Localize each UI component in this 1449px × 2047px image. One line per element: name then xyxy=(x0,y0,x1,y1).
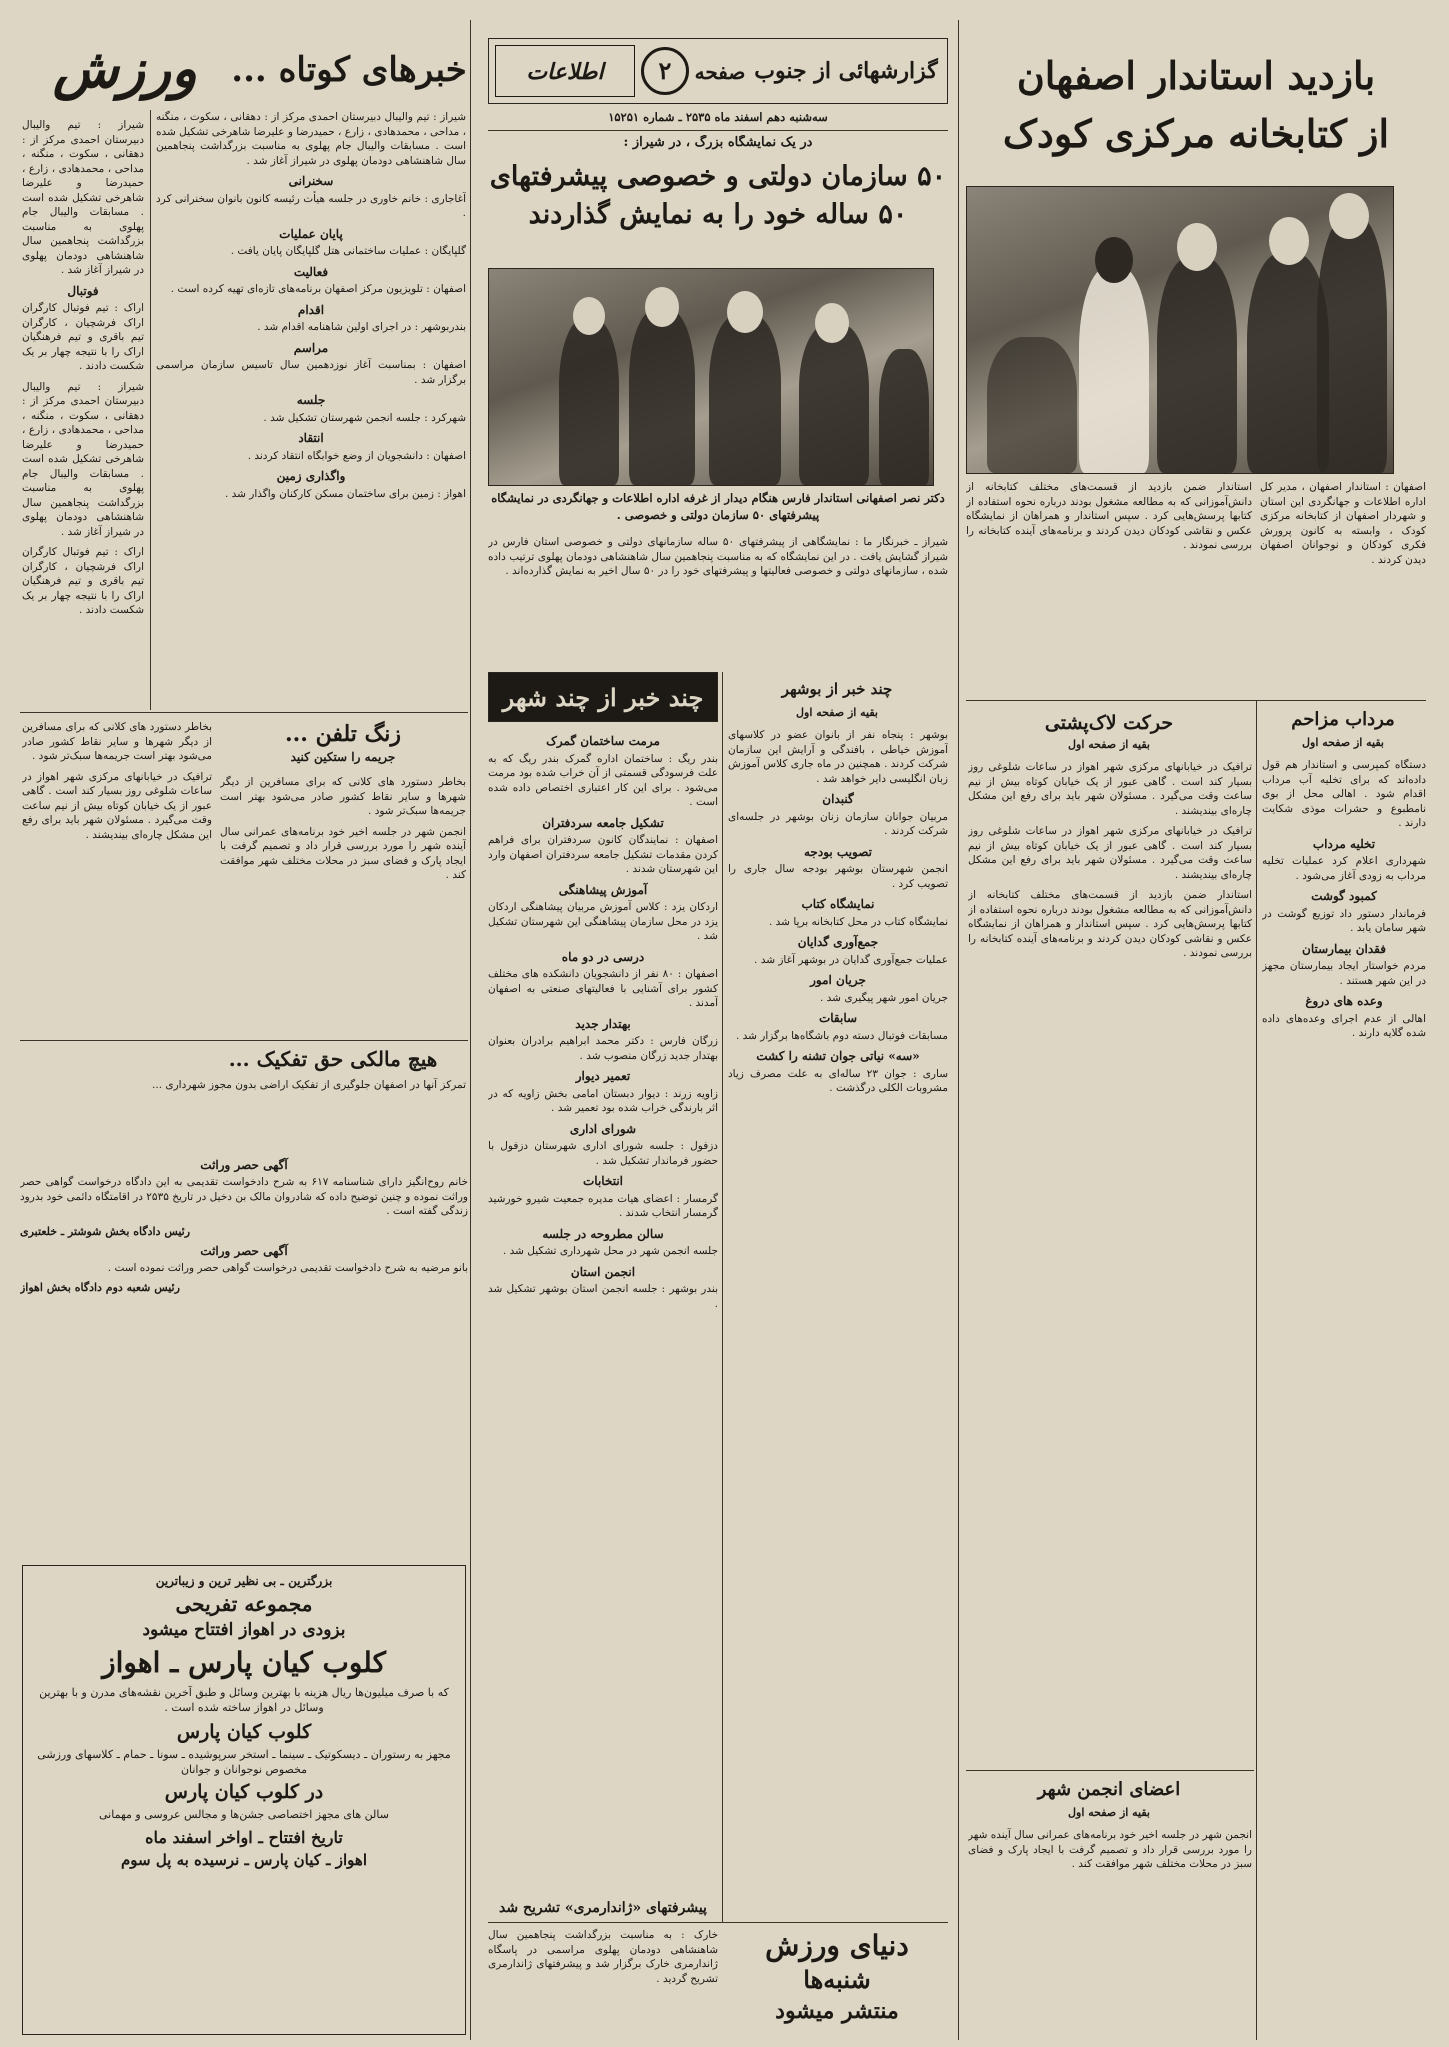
misc-sub-9: سالن مطروحه در جلسه xyxy=(542,1226,664,1241)
phone-column xyxy=(220,775,466,1035)
ownership-body xyxy=(22,1078,466,1148)
ad-description: که با صرف میلیون‌ها ریال هزینه با بهترین وسائل و طبق آخرین نقشه‌های مدرن و با بهترین وسائل در اهواز ساخته شده است . xyxy=(39,1686,449,1714)
lalehposhti-column xyxy=(968,760,1252,1760)
governor-body xyxy=(966,480,1252,710)
misc-text-1: آغاجاری : خانم خاوری در جلسه هیأت رئیسه کانون بانوان سخنرانی کرد . xyxy=(156,192,466,219)
phone-column-left xyxy=(22,720,212,1040)
ad-services: مجهز به رستوران ـ دیسکوتیک ـ سینما ـ استخر سرپوشیده ـ سونا ـ حمام ـ کلاسهای ورزشی مخصوص نوجوانان و جوانان xyxy=(37,1748,451,1776)
newspaper-logo: اطلاعات xyxy=(495,45,635,97)
city-text-4: اصفهان : ۸۰ نفر از دانشجویان دانشکده های مختلف کشور برای آشنایی با فعالیتهای صنعتی به اصفهان آمدند . xyxy=(488,968,718,1009)
phone-title: زنگ تلفن ... xyxy=(284,721,401,747)
city-sub-6: تعمیر دیوار xyxy=(575,1069,631,1083)
bushehr-title: چند خبر از بوشهر xyxy=(781,680,893,698)
whirlpool-text-4: اهالی از عدم اجرای وعده‌های داده شده گلایه دارند . xyxy=(1262,1012,1426,1039)
city-sub-5: بهتدار جدید xyxy=(575,1016,631,1031)
council-column xyxy=(968,1828,1252,2038)
governor-body-text: استاندار ضمن بازدید از قسمت‌های مختلف کتابخانه از دانش‌آموزانی که به مطالعه مشغول بودند درباره نحوه استفاده از کتابها پرسش‌هایی کرد . سپس استاندار و همراهان از نمایشگاه عکس و نقاشی کودکان دیدن کردند و برنامه‌های آینده کتابخانه را بررسی نمودند . xyxy=(966,481,1252,551)
notice-court-1: رئیس دادگاه بخش شوشتر ـ خلعتبری xyxy=(20,1224,191,1238)
sports-football-text: اراک : تیم فوتبال کارگران اراک فرشچیان ، کارگران تیم باقری و تیم فرهنگیان اراک را با نتیجه چهار بر یک شکست دادند . xyxy=(22,302,144,372)
bushehr-sub-1: گنبدان xyxy=(822,792,854,806)
ad-club-title-2: در کلوب کیان پارس xyxy=(164,1781,324,1803)
whirlpool-sub-2: کمبود گوشت xyxy=(1311,889,1377,903)
city-sub-1: مرمت ساختمان گمرک xyxy=(546,734,660,748)
bushehr-sub-2: تصویب بودجه xyxy=(804,844,872,859)
misc-text-12: عملیات جمع‌آوری گدایان در بوشهر آغاز شد . xyxy=(754,953,948,966)
misc-sub-4: اقدام xyxy=(297,302,325,317)
misc-text-6: شهرکرد : جلسه انجمن شهرستان تشکیل شد . xyxy=(263,411,466,424)
section-rule xyxy=(20,1040,468,1041)
column-rule xyxy=(150,110,151,710)
ownership-title: هیچ مالکی حق تفکیک ... xyxy=(228,1047,438,1071)
page-number: ۲ xyxy=(641,47,689,95)
notices-box xyxy=(20,1152,468,1402)
sports-logo: ورزش xyxy=(52,36,198,100)
column-rule xyxy=(1256,700,1257,2040)
council-title: اعضای انجمن شهر xyxy=(1037,1779,1181,1800)
ad-line-2: مجموعه تفریحی xyxy=(175,1592,313,1616)
misc-text-10: بندر بوشهر : جلسه انجمن استان بوشهر تشکیل شد . xyxy=(488,1283,718,1310)
governor-headline-2: از کتابخانه مرکزی کودک xyxy=(1002,111,1390,156)
lalehposhti-body-2: ترافیک در خیابانهای مرکزی شهر اهواز در ساعات شلوغی روز بسیار کند است . گاهی عبور از یک خیابان کوتاه بیش از نیم ساعت وقت می‌گیرد . مسئولان شهر باید برای رفع این مشکل چاره‌ای بیندیشند . xyxy=(968,825,1252,881)
misc-text-3: اصفهان : تلویزیون مرکز اصفهان برنامه‌های تازه‌ای تهیه کرده است . xyxy=(170,283,466,295)
misc-sub-13: جریان امور xyxy=(810,973,866,987)
sports-football-cont: اراک : تیم فوتبال کارگران اراک فرشچیان ، کارگران تیم باقری و تیم فرهنگیان اراک را با نتیجه چهار بر یک شکست دادند . xyxy=(22,546,144,616)
misc-sub-10: انجمن استان xyxy=(570,1264,636,1279)
exhibition-photo xyxy=(488,268,934,486)
bushehr-continued: بقیه از صفحه اول xyxy=(796,706,878,719)
gendarmerie-text: خارک : به مناسبت بزرگداشت پنجاهمین سال شاهنشاهی دودمان پهلوی مراسمی در پاسگاه ژاندارمری خارک برگزار شد و پیشرفتهای ژاندارمری تشریح گردید . xyxy=(488,1929,718,1985)
misc-sub-5: مراسم xyxy=(293,340,329,355)
bushehr-column xyxy=(728,728,948,1928)
city-news-column xyxy=(488,728,718,1918)
misc-sub-7: انتقاد xyxy=(298,431,324,445)
city-text-6: زاویه زرند : دیوار دبستان امامی بخش زاویه که در اثر بارندگی خراب شده بود تعمیر شد . xyxy=(488,1087,718,1114)
city-text-7: دزفول : جلسه شورای اداری شهرستان دزفول با حضور فرماندار تشکیل شد . xyxy=(488,1140,718,1167)
ad-address: اهواز ـ کیان پارس ـ نرسیده به پل سوم xyxy=(121,1851,367,1869)
phone-subtitle: جریمه را ستکین کنید xyxy=(290,750,396,764)
column-rule xyxy=(470,20,471,2040)
city-news-title: چند خبر از چند شهر xyxy=(488,672,718,722)
city-text-2: اصفهان : نمایندگان کانون سردفتران برای فراهم کردن مقدمات تشکیل جامعه سردفتران اصفهان وارد این شهرستان شدند . xyxy=(488,834,718,875)
column-rule xyxy=(722,672,723,1922)
phone-body-left-2: ترافیک در خیابانهای مرکزی شهر اهواز در ساعات شلوغی روز بسیار کند است . گاهی عبور از یک خیابان کوتاه بیش از نیم ساعت وقت می‌گیرد . مسئولان شهر باید برای رفع این مشکل چاره‌ای بیندیشند . xyxy=(22,770,212,841)
date-line: سه‌شنبه دهم اسفند ماه ۲۵۳۵ ـ شماره ۱۵۲۵۱ xyxy=(608,110,828,124)
whirlpool-text-1: شهرداری اعلام کرد عملیات تخلیه مرداب به زودی آغاز می‌شود . xyxy=(1262,855,1426,882)
exhibition-body xyxy=(488,535,948,645)
lalehposhti-body-3: استاندار ضمن بازدید از قسمت‌های مختلف کتابخانه از دانش‌آموزانی که به مطالعه مشغول بودند درباره نحوه استفاده از کتابها پرسش‌هایی کرد . سپس استاندار و همراهان از نمایشگاه عکس و نقاشی کودکان دیدن کردند و برنامه‌های آینده کتابخانه را بررسی نمودند . xyxy=(968,889,1252,959)
lalehposhti-continued: بقیه از صفحه اول xyxy=(1068,738,1150,751)
city-text-1: بندر ریگ : ساختمان اداره گمرک بندر ریگ که به علت فرسودگی قسمتی از آن خراب شده بود مرمت می‌شود . برای این کار اعتباری اختصاص داده شده است . xyxy=(488,752,718,808)
notice-heading-1: آگهی حصر وراثت xyxy=(200,1158,288,1172)
ad-brand: کلوب کیان پارس ـ اهواز xyxy=(102,1646,386,1679)
sports-world-promo xyxy=(726,1928,948,2038)
youth-body: ساری : جوان ۲۳ ساله‌ای به علت مصرف زیاد مشروبات الکلی درگذشت . xyxy=(728,1067,948,1094)
gendarmerie-title: پیشرفتهای «ژاندارمری» تشریح شد xyxy=(499,1900,707,1916)
whirlpool-sub-4: وعده های دروغ xyxy=(1305,994,1383,1008)
city-text-3: اردکان یزد : کلاس آموزش مربیان پیشاهنگی اردکان یزد در محل سازمان پیشاهنگی این شهرستان تشکیل شد . xyxy=(488,901,718,942)
whirlpool-column xyxy=(1262,758,1426,2028)
sports-world-line-2: شنبه‌ها xyxy=(803,1965,871,1994)
kian-pars-ad xyxy=(22,1565,466,2035)
lalehposhti-title: حرکت لاک‌پشتی xyxy=(1044,712,1174,734)
section-title: گزارشهائی از جنوب xyxy=(754,58,938,84)
misc-sub-12: جمع‌آوری گدایان xyxy=(797,935,879,949)
sports-body: شیراز : تیم والیبال دبیرستان احمدی مرکز از : دهقانی ، سکوت ، منگنه ، مداحی ، محمدهادی ، زارع ، حمیدرضا و علیرضا شاهرخی تشکیل شده است . مسابقات والیبال جام پهلوی به مناسبت بزرگداشت پنجاهمین سال شاهنشاهی دودمان پهلوی در شیراز آغاز شد . xyxy=(22,119,144,276)
ad-opening: تاریخ افتتاح ـ اواخر اسفند ماه xyxy=(145,1828,343,1847)
city-sub-2: تشکیل جامعه سردفتران xyxy=(542,815,664,830)
sports-column-1 xyxy=(22,118,144,708)
sports-world-line-1: دنیای ورزش xyxy=(765,1929,909,1962)
bushehr-text-2: انجمن شهرستان بوشهر بودجه سال جاری را تصویب کرد . xyxy=(728,863,948,890)
short-news-title: خبرهای کوتاه ... xyxy=(231,50,467,90)
exhibition-headline-1: ۵۰ سازمان دولتی و خصوصی پیشرفتهای xyxy=(489,161,947,192)
ad-services-2: سالن های مجهز اختصاصی جشن‌ها و مجالس عروسی و مهمانی xyxy=(99,1808,389,1821)
misc-sub-8: واگذاری زمین xyxy=(276,469,346,483)
section-rule xyxy=(488,130,948,131)
misc-news-column xyxy=(156,110,466,710)
lalehposhti-body: ترافیک در خیابانهای مرکزی شهر اهواز در ساعات شلوغی روز بسیار کند است . گاهی عبور از یک خیابان کوتاه بیش از نیم ساعت وقت می‌گیرد . مسئولان شهر باید برای رفع این مشکل چاره‌ای بیندیشند . xyxy=(968,761,1252,817)
misc-text-7: اصفهان : دانشجویان از وضع خوابگاه انتقاد کردند . xyxy=(247,449,466,462)
misc-sub-11: نمایشگاه کتاب xyxy=(801,897,875,911)
phone-body-left: بخاطر دستورد های کلانی که برای مسافرین از دیگر شهرها و سایر نقاط کشور صادر می‌شود بهتر است جریمه‌ها سبک‌تر شود . xyxy=(22,721,212,762)
whirlpool-sub-3: فقدان بیمارستان xyxy=(1302,941,1386,956)
exhibition-body-text: شیراز ـ خبرنگار ما : نمایشگاهی از پیشرفتهای ۵۰ ساله سازمانهای دولتی و خصوصی استان فارس در شیراز گشایش یافت . در این نمایشگاه که به مناسبت پنجاهمین سال شاهنشاهی دودمان پهلوی ترتیب داده شده ، سازمانهای دولتی و خصوصی فعالیتها و پیشرفتهای خود را در ۵۰ سال اخیر به نمایش گذارده‌اند . xyxy=(488,536,948,577)
bushehr-text-1: مربیان جوانان سازمان زنان بوشهر در جلسه‌ای شرکت کردند . xyxy=(728,810,948,837)
phone-body: بخاطر دستورد های کلانی که برای مسافرین از دیگر شهرها و سایر نقاط کشور صادر می‌شود بهتر است جریمه‌ها سبک‌تر شود . xyxy=(220,776,466,817)
city-sub-3: آموزش پیشاهنگی xyxy=(558,882,648,897)
misc-text-4: بندربوشهر : در اجرای اولین شاهنامه اقدام شد . xyxy=(257,321,466,333)
governor-caption xyxy=(1260,480,1426,710)
city-text-5: زرگان فارس : دکتر محمد ابراهیم برادران بعنوان بهتدار جدید زرگان منصوب شد . xyxy=(488,1035,718,1062)
youth-title: «سه» نیاتی جوان تشنه را کشت xyxy=(756,1049,920,1063)
misc-sub-1: سخنرانی xyxy=(288,174,334,188)
council-continued: بقیه از صفحه اول xyxy=(1068,1806,1150,1819)
sports-world-line-3: منتشر میشود xyxy=(775,1998,899,2024)
misc-sub-14: سابقات xyxy=(818,1011,858,1025)
whirlpool-continued: بقیه از صفحه اول xyxy=(1302,736,1384,749)
section-rule xyxy=(966,1770,1254,1771)
city-sub-7: شورای اداری xyxy=(569,1121,637,1136)
ad-line-3: بزودی در اهواز افتتاح میشود xyxy=(142,1620,346,1640)
whirlpool-sub-1: تخلیه مرداب xyxy=(1312,836,1376,851)
sports-body-cont: شیراز : تیم والیبال دبیرستان احمدی مرکز از : دهقانی ، سکوت ، منگنه ، مداحی ، محمدهادی ، زارع ، حمیدرضا و علیرضا شاهرخی تشکیل شده است . مسابقات والیبال جام پهلوی به مناسبت بزرگداشت پنجاهمین سال شاهنشاهی دودمان پهلوی در شیراز آغاز شد . xyxy=(22,380,144,538)
whirlpool-body: دستگاه کمپرسی و استاندار هم قول داده‌اند که برای تخلیه آب مرداب اقدام شود . اهالی محل از بوی نامطبوع و حشرات موذی شکایت دارند . xyxy=(1262,759,1426,829)
governor-caption-text: اصفهان : استاندار اصفهان ، مدیر کل اداره اطلاعات و جهانگردی این استان و شهردار اصفهان از کتابخانه مرکزی کودک ، وابسته به کانون پرورش فکری کودکان و نوجوانان اصفهان دیدن کردند . xyxy=(1260,481,1426,566)
misc-text-8: اهواز : زمین برای ساختمان مسکن کارکنان واگذار شد . xyxy=(224,487,466,500)
masthead xyxy=(488,38,948,104)
exhibition-kicker: در یک نمایشگاه بزرگ ، در شیراز : xyxy=(623,135,813,150)
notice-court-2: رئیس شعبه دوم دادگاه بخش اهواز xyxy=(20,1281,180,1294)
misc-sub-6: جلسه xyxy=(296,393,326,407)
gendarmerie-body xyxy=(488,1928,718,2038)
misc-lead: شیراز : تیم والیبال دبیرستان احمدی مرکز از : دهقانی ، سکوت ، منگنه ، مداحی ، محمدهادی ، زارع ، حمیدرضا و علیرضا شاهرخی تشکیل شده است . مسابقات والیبال جام پهلوی به مناسبت بزرگداشت پنجاهمین سال شاهنشاهی دودمان پهلوی در شیراز آغاز شد . xyxy=(156,111,466,167)
section-rule xyxy=(20,712,468,713)
section-rule xyxy=(966,700,1426,701)
council-body: انجمن شهر در جلسه اخیر خود برنامه‌های عمرانی سال آینده شهر را مورد بررسی قرار داد و تصمیم گرفت با ایجاد پارک و فضای سبز در محلات مختلف شهر موافقت کند . xyxy=(968,1829,1252,1870)
misc-text-2: گلپایگان : عملیات ساختمانی هتل گلپایگان پایان یافت . xyxy=(230,245,466,257)
notice-heading-2: آگهی حصر وراثت xyxy=(200,1243,288,1258)
column-rule xyxy=(958,20,959,2040)
governor-photo xyxy=(966,186,1394,474)
whirlpool-title: مرداب مزاحم xyxy=(1291,709,1395,730)
whirlpool-text-3: مردم خواستار ایجاد بیمارستان مجهز در این شهر هستند . xyxy=(1262,960,1426,987)
city-sub-4: درسی در دو ماه xyxy=(561,949,645,964)
ad-line-1: بزرگترین ـ بی نظیر ترین و زیباترین xyxy=(155,1574,333,1588)
misc-text-13: جریان امور شهر پیگیری شد . xyxy=(820,991,948,1004)
misc-sub-3: فعالیت xyxy=(293,264,329,279)
sports-subhead-football: فوتبال xyxy=(67,283,99,298)
bushehr-body: بوشهر : پنجاه نفر از بانوان عضو در کلاسهای آموزش خیاطی ، بافندگی و آرایش این سازمان شرکت کردند . همچنین در ماه جاری کلاس آموزش زبان انگلیسی دایر خواهد شد . xyxy=(728,729,948,785)
city-text-8: گرمسار : اعضای هیات مدیره جمعیت شیرو خورشید گرمسار انتخاب شدند . xyxy=(488,1192,718,1219)
exhibition-caption: دکتر نصر اصفهانی استاندار فارس هنگام دیدار از غرفه اداره اطلاعات و جهانگردی در نمایشگاه پیشرفتهای ۵۰ سازمان دولتی و خصوصی . xyxy=(491,491,945,522)
misc-text-11: نمایشگاه کتاب در محل کتابخانه برپا شد . xyxy=(769,915,948,928)
misc-text-14: مسابقات فوتبال دسته دوم باشگاه‌ها برگزار شد . xyxy=(735,1029,948,1042)
page-label: صفحه xyxy=(694,60,746,84)
ownership-text: تمرکز آنها در اصفهان جلوگیری از تفکیک اراضی بدون مجوز شهرداری ... xyxy=(152,1079,466,1091)
misc-text-5: اصفهان : بمناسبت آغاز نوزدهمین سال تاسیس سازمان مراسمی برگزار شد . xyxy=(156,359,466,386)
misc-sub-2: پایان عملیات xyxy=(279,226,343,241)
city-sub-8: انتخابات xyxy=(583,1174,623,1188)
notice-body-2: بانو مرضیه به شرح دادخواست تقدیمی درخواست گواهی حصر وراثت نموده است . xyxy=(107,1261,468,1274)
misc-text-9: جلسه انجمن شهر در محل شهرداری تشکیل شد . xyxy=(502,1245,718,1257)
whirlpool-text-2: فرماندار دستور داد توزیع گوشت در شهر سامان یابد . xyxy=(1262,907,1426,934)
ad-club-title: کلوب کیان پارس xyxy=(176,1721,312,1743)
notice-body-1: خانم روح‌انگیز دارای شناسنامه ۶۱۷ به شرح دادخواست تقدیمی به این دادگاه درخواست گواهی حصر وراثت نموده و چنین توضیح داده که شادروان مالک بن دخیل در تاریخ ۲۵۳۵ در اقامتگاه دائمی خود بدرود زندگی گفته است . xyxy=(20,1176,468,1217)
governor-headline-1: بازدید استاندار اصفهان xyxy=(1016,53,1376,98)
exhibition-headline-2: ۵۰ ساله خود را به نمایش گذاردند xyxy=(528,199,908,230)
phone-body-2: انجمن شهر در جلسه اخیر خود برنامه‌های عمرانی سال آینده شهر را مورد بررسی قرار داد و تصمیم گرفت با ایجاد پارک و فضای سبز در محلات مختلف شهر موافقت کند . xyxy=(220,825,466,881)
